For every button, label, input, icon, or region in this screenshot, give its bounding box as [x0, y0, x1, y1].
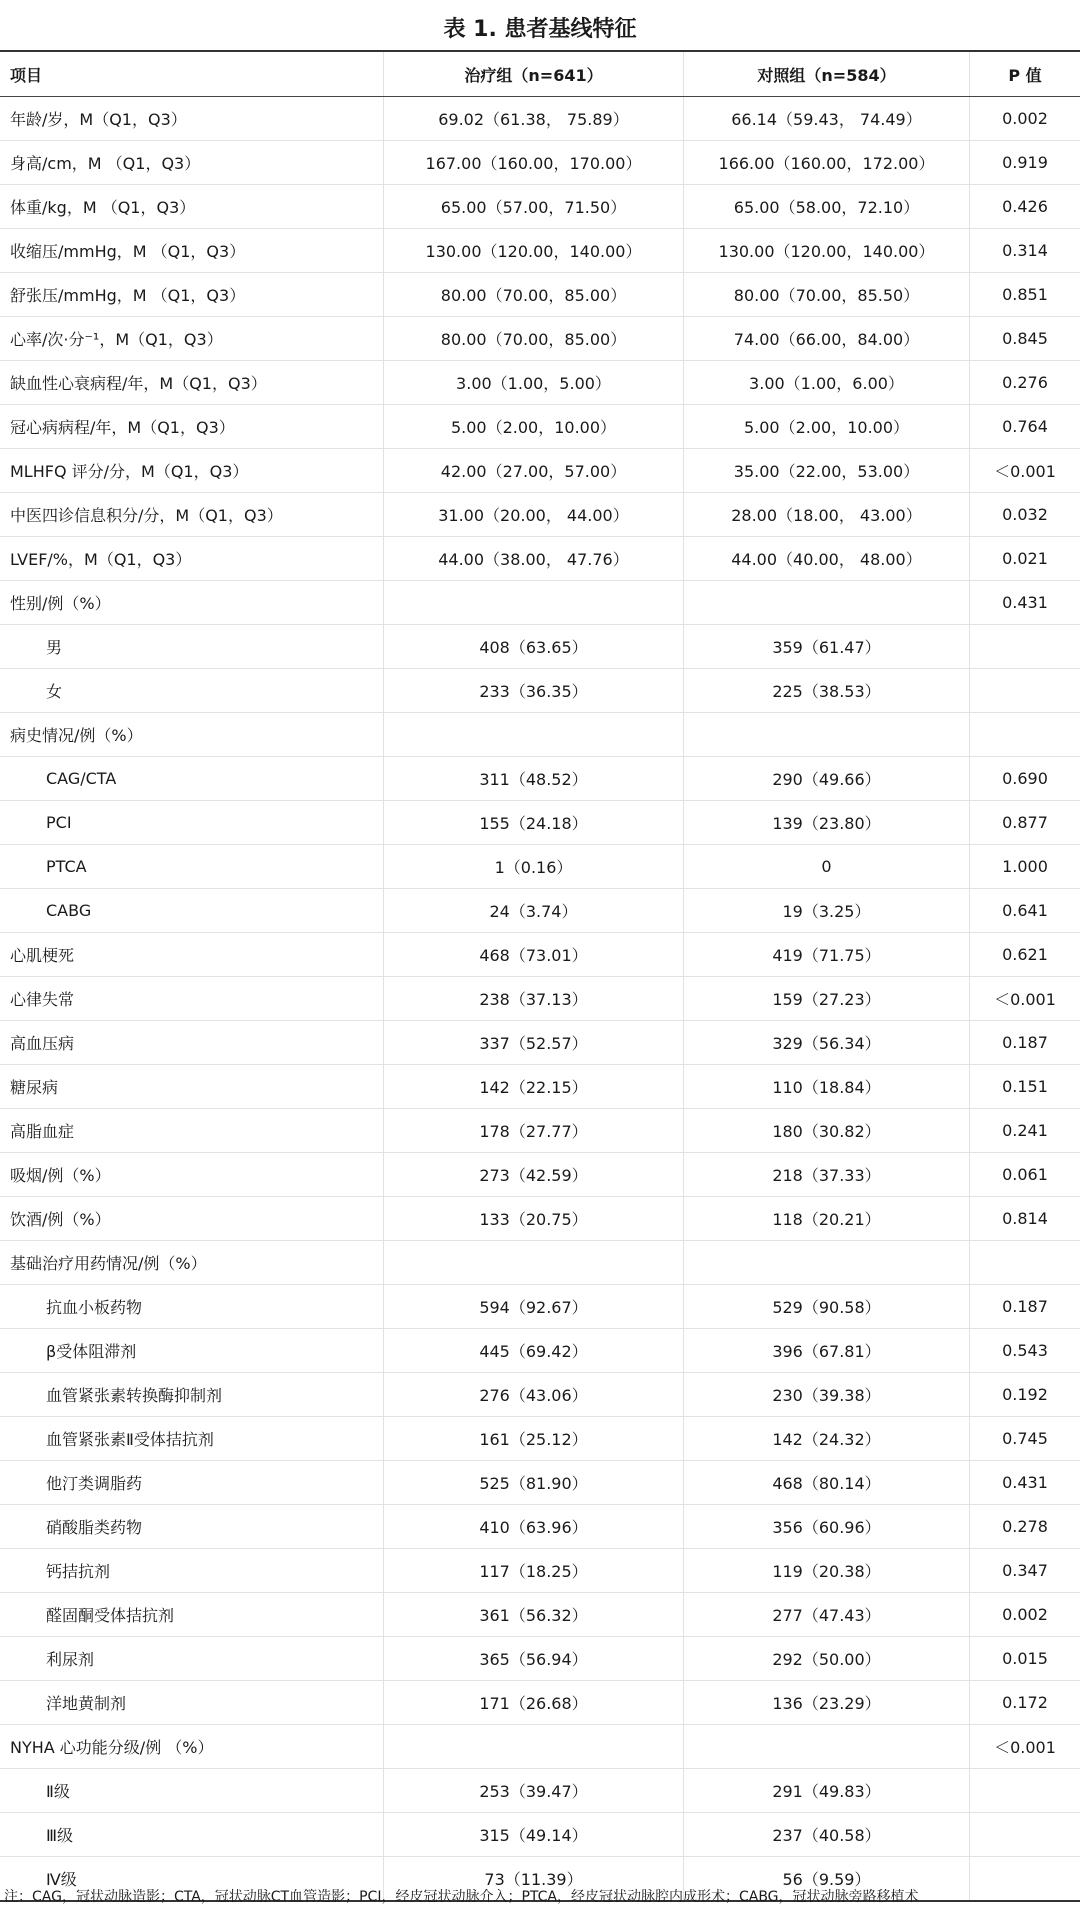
- table-row: [0, 1637, 1080, 1681]
- cell-treatment: 3.00（1.00，5.00）: [384, 361, 684, 404]
- table-row: [0, 97, 1080, 141]
- cell-p-value: ＜0.001: [994, 990, 1056, 1009]
- cell-control: 225（38.53）: [684, 669, 970, 712]
- cell-p-value: ＜0.001: [994, 1738, 1056, 1757]
- table-row: [0, 625, 1080, 669]
- cell-item: 身高/cm，M （Q1，Q3）: [0, 141, 384, 184]
- cell-item: 利尿剂: [0, 1637, 384, 1680]
- table-title: 表 1. 患者基线特征: [443, 17, 637, 42]
- table-row: [0, 493, 1080, 537]
- cell-item: 饮酒/例（%）: [0, 1197, 384, 1240]
- cell-control: 419（71.75）: [684, 933, 970, 976]
- cell-treatment: 171（26.68）: [384, 1681, 684, 1724]
- cell-p-value: 0.172: [1002, 1693, 1048, 1712]
- cell-item: 吸烟/例（%）: [0, 1153, 384, 1196]
- cell-treatment: 167.00（160.00，170.00）: [384, 141, 684, 184]
- cell-item: 舒张压/mmHg，M （Q1，Q3）: [0, 273, 384, 316]
- cell-p-value: 0.192: [1002, 1385, 1048, 1404]
- cell-control: 80.00（70.00，85.50）: [684, 273, 970, 316]
- cell-item: 糖尿病: [0, 1065, 384, 1108]
- cell-item: 心律失常: [0, 977, 384, 1020]
- cell-treatment: 80.00（70.00，85.00）: [384, 273, 684, 316]
- table-body: [0, 97, 1080, 1900]
- cell-treatment: [384, 1725, 684, 1768]
- table-row: [0, 229, 1080, 273]
- cell-item: β受体阻滞剂: [0, 1329, 384, 1372]
- cell-treatment: 80.00（70.00，85.00）: [384, 317, 684, 360]
- cell-treatment: 5.00（2.00，10.00）: [384, 405, 684, 448]
- cell-control: 0: [684, 845, 970, 888]
- cell-item: CABG: [0, 889, 384, 932]
- cell-control: [684, 713, 970, 756]
- cell-p-value: 0.814: [1002, 1209, 1048, 1228]
- cell-item: Ⅲ级: [0, 1813, 384, 1856]
- cell-treatment: 142（22.15）: [384, 1065, 684, 1108]
- table-row: [0, 1813, 1080, 1857]
- table-footnote: 注：CAG，冠状动脉造影；CTA，冠状动脉CT血管造影；PCI，经皮冠状动脉介入；PTCA，经皮冠状动脉腔内成形术；CABG，冠状动脉旁路移植术: [4, 1889, 919, 1905]
- cell-p-value: 0.641: [1002, 901, 1048, 920]
- cell-treatment: 233（36.35）: [384, 669, 684, 712]
- cell-control: [684, 1241, 970, 1284]
- cell-treatment: 31.00（20.00， 44.00）: [384, 493, 684, 536]
- table-row: [0, 1593, 1080, 1637]
- cell-treatment: 525（81.90）: [384, 1461, 684, 1504]
- cell-item: 他汀类调脂药: [0, 1461, 384, 1504]
- cell-item: 血管紧张素转换酶抑制剂: [0, 1373, 384, 1416]
- cell-treatment: [384, 581, 684, 624]
- cell-treatment: 408（63.65）: [384, 625, 684, 668]
- cell-treatment: 73（11.39）: [384, 1857, 684, 1900]
- cell-p-value: 0.347: [1002, 1561, 1048, 1580]
- table-row: [0, 1461, 1080, 1505]
- cell-item: 硝酸脂类药物: [0, 1505, 384, 1548]
- cell-treatment: 65.00（57.00，71.50）: [384, 185, 684, 228]
- cell-control: 139（23.80）: [684, 801, 970, 844]
- table-row: [0, 185, 1080, 229]
- cell-control: 292（50.00）: [684, 1637, 970, 1680]
- cell-treatment: 311（48.52）: [384, 757, 684, 800]
- cell-p-value: 0.241: [1002, 1121, 1048, 1140]
- cell-control: 19（3.25）: [684, 889, 970, 932]
- cell-item: 洋地黄制剂: [0, 1681, 384, 1724]
- baseline-table: [0, 50, 1080, 1902]
- header-control: 对照组（n=584）: [684, 52, 970, 96]
- cell-item: 体重/kg，M （Q1，Q3）: [0, 185, 384, 228]
- table-row: [0, 405, 1080, 449]
- cell-item: CAG/CTA: [0, 757, 384, 800]
- table-row: [0, 1725, 1080, 1769]
- cell-treatment: 69.02（61.38， 75.89）: [384, 97, 684, 140]
- cell-control: 56（9.59）: [684, 1857, 970, 1900]
- cell-control: 74.00（66.00，84.00）: [684, 317, 970, 360]
- table-row: [0, 449, 1080, 493]
- table-row: [0, 1153, 1080, 1197]
- table-row: [0, 1329, 1080, 1373]
- cell-p-value: 0.919: [1002, 153, 1048, 172]
- cell-control: 230（39.38）: [684, 1373, 970, 1416]
- table-row: [0, 1065, 1080, 1109]
- cell-p-value: 0.851: [1002, 285, 1048, 304]
- cell-treatment: 1（0.16）: [384, 845, 684, 888]
- table-row: [0, 1769, 1080, 1813]
- cell-p-value: 0.021: [1002, 549, 1048, 568]
- cell-p-value: 0.426: [1002, 197, 1048, 216]
- cell-control: [684, 1725, 970, 1768]
- cell-control: 130.00（120.00，140.00）: [684, 229, 970, 272]
- cell-p-value: 0.764: [1002, 417, 1048, 436]
- cell-treatment: 161（25.12）: [384, 1417, 684, 1460]
- cell-item: 抗血小板药物: [0, 1285, 384, 1328]
- cell-p-value: 1.000: [1002, 857, 1048, 876]
- cell-control: 110（18.84）: [684, 1065, 970, 1108]
- cell-item: MLHFQ 评分/分，M（Q1，Q3）: [0, 449, 384, 492]
- cell-p-value: 0.877: [1002, 813, 1048, 832]
- cell-treatment: [384, 1241, 684, 1284]
- header-treatment: 治疗组（n=641）: [384, 52, 684, 96]
- cell-item: 女: [0, 669, 384, 712]
- cell-item: 缺血性心衰病程/年，M（Q1，Q3）: [0, 361, 384, 404]
- cell-treatment: 276（43.06）: [384, 1373, 684, 1416]
- cell-treatment: 117（18.25）: [384, 1549, 684, 1592]
- cell-p-value: 0.543: [1002, 1341, 1048, 1360]
- cell-treatment: [384, 713, 684, 756]
- cell-treatment: 238（37.13）: [384, 977, 684, 1020]
- cell-control: 180（30.82）: [684, 1109, 970, 1152]
- table-row: [0, 713, 1080, 757]
- table-row: [0, 933, 1080, 977]
- table-row: [0, 537, 1080, 581]
- cell-treatment: 468（73.01）: [384, 933, 684, 976]
- cell-item: LVEF/%，M（Q1，Q3）: [0, 537, 384, 580]
- table-row: [0, 317, 1080, 361]
- cell-control: 28.00（18.00， 43.00）: [684, 493, 970, 536]
- cell-treatment: 253（39.47）: [384, 1769, 684, 1812]
- cell-control: 3.00（1.00，6.00）: [684, 361, 970, 404]
- table-row: [0, 1417, 1080, 1461]
- cell-item: 中医四诊信息积分/分，M（Q1，Q3）: [0, 493, 384, 536]
- cell-control: 218（37.33）: [684, 1153, 970, 1196]
- cell-control: 356（60.96）: [684, 1505, 970, 1548]
- table-header-row: [0, 52, 1080, 97]
- cell-treatment: 594（92.67）: [384, 1285, 684, 1328]
- table-row: [0, 1197, 1080, 1241]
- cell-item: 冠心病病程/年，M（Q1，Q3）: [0, 405, 384, 448]
- cell-item: 病史情况/例（%）: [0, 713, 384, 756]
- cell-p-value: 0.015: [1002, 1649, 1048, 1668]
- cell-treatment: 42.00（27.00，57.00）: [384, 449, 684, 492]
- cell-treatment: 445（69.42）: [384, 1329, 684, 1372]
- table-row: [0, 581, 1080, 625]
- cell-item: 心率/次·分⁻¹，M（Q1，Q3）: [0, 317, 384, 360]
- cell-treatment: 178（27.77）: [384, 1109, 684, 1152]
- cell-p-value: [970, 713, 1080, 756]
- cell-treatment: 337（52.57）: [384, 1021, 684, 1064]
- cell-item: 收缩压/mmHg，M （Q1，Q3）: [0, 229, 384, 272]
- cell-p-value: [970, 669, 1080, 712]
- cell-control: 159（27.23）: [684, 977, 970, 1020]
- table-row: [0, 1681, 1080, 1725]
- cell-p-value: 0.061: [1002, 1165, 1048, 1184]
- cell-p-value: 0.032: [1002, 505, 1048, 524]
- cell-item: 钙拮抗剂: [0, 1549, 384, 1592]
- table-row: [0, 1549, 1080, 1593]
- cell-p-value: 0.745: [1002, 1429, 1048, 1448]
- cell-treatment: 130.00（120.00，140.00）: [384, 229, 684, 272]
- cell-treatment: 410（63.96）: [384, 1505, 684, 1548]
- table-row: [0, 1285, 1080, 1329]
- cell-p-value: 0.278: [1002, 1517, 1048, 1536]
- header-item: 项目: [0, 52, 384, 96]
- table-row: [0, 361, 1080, 405]
- cell-item: 性别/例（%）: [0, 581, 384, 624]
- cell-p-value: [970, 625, 1080, 668]
- cell-p-value: 0.431: [1002, 1473, 1048, 1492]
- cell-treatment: 155（24.18）: [384, 801, 684, 844]
- cell-control: 468（80.14）: [684, 1461, 970, 1504]
- cell-control: 277（47.43）: [684, 1593, 970, 1636]
- cell-treatment: 133（20.75）: [384, 1197, 684, 1240]
- cell-control: 166.00（160.00，172.00）: [684, 141, 970, 184]
- cell-control: 290（49.66）: [684, 757, 970, 800]
- cell-p-value: [970, 1241, 1080, 1284]
- cell-p-value: 0.431: [1002, 593, 1048, 612]
- table-row: [0, 1109, 1080, 1153]
- cell-control: 359（61.47）: [684, 625, 970, 668]
- cell-item: 基础治疗用药情况/例（%）: [0, 1241, 384, 1284]
- table-row: [0, 1241, 1080, 1285]
- table-row: [0, 757, 1080, 801]
- cell-item: 高脂血症: [0, 1109, 384, 1152]
- cell-control: 142（24.32）: [684, 1417, 970, 1460]
- table-row: [0, 1021, 1080, 1065]
- table-row: [0, 1373, 1080, 1417]
- cell-control: 529（90.58）: [684, 1285, 970, 1328]
- cell-item: PTCA: [0, 845, 384, 888]
- cell-control: 35.00（22.00，53.00）: [684, 449, 970, 492]
- cell-control: [684, 581, 970, 624]
- cell-treatment: 315（49.14）: [384, 1813, 684, 1856]
- cell-control: 44.00（40.00， 48.00）: [684, 537, 970, 580]
- cell-p-value: 0.621: [1002, 945, 1048, 964]
- cell-p-value: [970, 1769, 1080, 1812]
- cell-item: 血管紧张素Ⅱ受体拮抗剂: [0, 1417, 384, 1460]
- cell-item: Ⅳ级: [0, 1857, 384, 1900]
- cell-item: NYHA 心功能分级/例 （%）: [0, 1725, 384, 1768]
- cell-treatment: 44.00（38.00， 47.76）: [384, 537, 684, 580]
- cell-control: 119（20.38）: [684, 1549, 970, 1592]
- cell-item: Ⅱ级: [0, 1769, 384, 1812]
- cell-item: 年龄/岁，M（Q1，Q3）: [0, 97, 384, 140]
- cell-item: 心肌梗死: [0, 933, 384, 976]
- cell-treatment: 273（42.59）: [384, 1153, 684, 1196]
- table-row: [0, 845, 1080, 889]
- cell-treatment: 361（56.32）: [384, 1593, 684, 1636]
- table-row: [0, 669, 1080, 713]
- cell-item: 醛固酮受体拮抗剂: [0, 1593, 384, 1636]
- cell-p-value: 0.187: [1002, 1033, 1048, 1052]
- table-row: [0, 977, 1080, 1021]
- cell-p-value: ＜0.001: [994, 462, 1056, 481]
- cell-p-value: 0.276: [1002, 373, 1048, 392]
- cell-item: 男: [0, 625, 384, 668]
- cell-control: 329（56.34）: [684, 1021, 970, 1064]
- cell-control: 5.00（2.00，10.00）: [684, 405, 970, 448]
- table-row: [0, 141, 1080, 185]
- cell-control: 136（23.29）: [684, 1681, 970, 1724]
- cell-control: 291（49.83）: [684, 1769, 970, 1812]
- cell-p-value: [970, 1813, 1080, 1856]
- table-row: [0, 1505, 1080, 1549]
- cell-control: 237（40.58）: [684, 1813, 970, 1856]
- table-row: [0, 889, 1080, 933]
- table-row: [0, 801, 1080, 845]
- cell-control: 118（20.21）: [684, 1197, 970, 1240]
- cell-item: PCI: [0, 801, 384, 844]
- table-row: [0, 273, 1080, 317]
- cell-treatment: 24（3.74）: [384, 889, 684, 932]
- cell-p-value: 0.151: [1002, 1077, 1048, 1096]
- cell-control: 65.00（58.00，72.10）: [684, 185, 970, 228]
- cell-p-value: 0.314: [1002, 241, 1048, 260]
- cell-treatment: 365（56.94）: [384, 1637, 684, 1680]
- header-p-value: P 值: [1008, 65, 1042, 85]
- cell-p-value: 0.002: [1002, 109, 1048, 128]
- cell-p-value: 0.002: [1002, 1605, 1048, 1624]
- cell-control: 66.14（59.43， 74.49）: [684, 97, 970, 140]
- cell-control: 396（67.81）: [684, 1329, 970, 1372]
- cell-p-value: 0.845: [1002, 329, 1048, 348]
- cell-item: 高血压病: [0, 1021, 384, 1064]
- cell-p-value: 0.187: [1002, 1297, 1048, 1316]
- cell-p-value: 0.690: [1002, 769, 1048, 788]
